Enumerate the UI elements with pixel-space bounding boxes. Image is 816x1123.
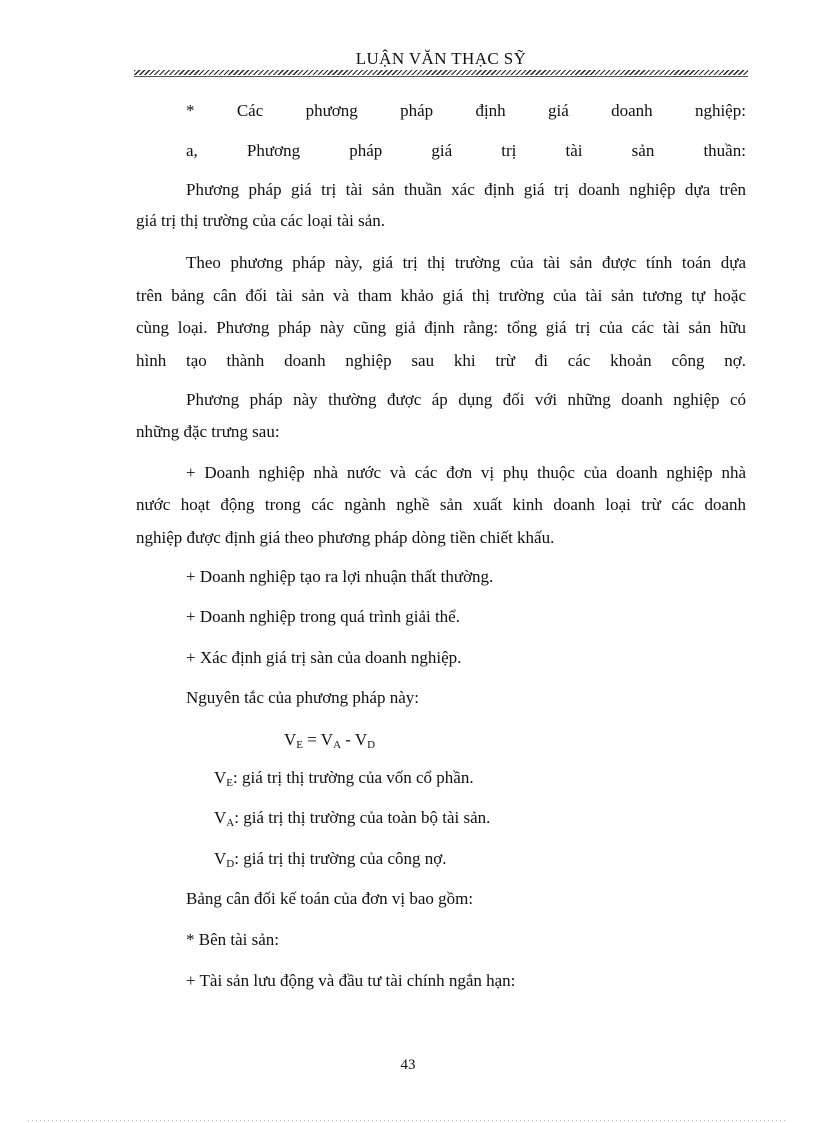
page-number: 43 bbox=[400, 1057, 416, 1073]
def-symbol: V bbox=[214, 768, 227, 787]
footer-dotted-line bbox=[28, 1120, 788, 1121]
heading-word: doanh bbox=[611, 101, 653, 120]
heading-word: giá bbox=[431, 141, 453, 160]
formula-minus: - bbox=[341, 730, 355, 749]
def-sub: D bbox=[226, 858, 235, 870]
heading-word: Các bbox=[236, 101, 264, 120]
def-sub: E bbox=[226, 777, 234, 789]
paragraph-line: Phương pháp giá trị tài sản thuần xác định giá trị doanh nghiệp dựa trên bbox=[186, 180, 746, 199]
paragraph-line: trên bảng cân đối tài sản và tham khảo giá thị trường của tài sản tương tự hoặc bbox=[136, 286, 746, 305]
heading-star: * bbox=[186, 101, 195, 120]
paragraph-line: giá trị thị trường của các loại tài sản. bbox=[136, 211, 386, 230]
def-text: : giá trị thị trường của công nợ. bbox=[234, 849, 447, 868]
heading-word: giá bbox=[548, 101, 569, 120]
bullet-line: + Doanh nghiệp nhà nước và các đơn vị phụ thuộc của doanh nghiệp nhà bbox=[186, 463, 746, 482]
heading-word: pháp bbox=[349, 141, 383, 160]
heading-word: sản bbox=[631, 141, 655, 160]
definition-ve bbox=[214, 767, 474, 794]
paragraph-line: những đặc trưng sau: bbox=[136, 422, 280, 441]
bullet-line: nước hoạt động trong các ngành nghề sản xuất kinh doanh loại trừ các doanh bbox=[136, 495, 746, 514]
formula-sub-e: E bbox=[296, 739, 304, 751]
definition-va bbox=[214, 807, 490, 834]
paragraph-line: cùng loại. Phương pháp này cũng giả định rằng: tổng giá trị của các tài sản hữu bbox=[136, 318, 746, 337]
balance-sheet-line: Bảng cân đối kế toán của đơn vị bao gồm: bbox=[186, 889, 474, 908]
heading-word: Phương bbox=[246, 141, 301, 160]
formula-v: V bbox=[320, 730, 334, 749]
heading-word: a, bbox=[186, 141, 198, 160]
bullet-line: nghiệp được định giá theo phương pháp dòng tiền chiết khấu. bbox=[136, 528, 555, 547]
heading-word: pháp bbox=[400, 101, 434, 120]
assets-side-line: * Bên tài sản: bbox=[186, 930, 280, 949]
heading-word: phương bbox=[305, 101, 358, 120]
def-text: : giá trị thị trường của toàn bộ tài sản. bbox=[234, 808, 491, 827]
def-symbol: V bbox=[214, 808, 227, 827]
heading-net-asset-method bbox=[186, 140, 746, 162]
def-symbol: V bbox=[214, 849, 227, 868]
header-hatched-rule bbox=[134, 70, 748, 75]
heading-word: nghiệp: bbox=[694, 101, 746, 120]
formula-v: V bbox=[354, 730, 368, 749]
def-text: : giá trị thị trường của vốn cổ phần. bbox=[233, 768, 474, 787]
heading-word: thuần: bbox=[703, 141, 746, 160]
definition-vd bbox=[214, 848, 447, 875]
heading-word: tài bbox=[565, 141, 583, 160]
formula bbox=[284, 729, 375, 756]
paragraph-line: Theo phương pháp này, giá trị thị trường của tài sản được tính toán dựa bbox=[186, 253, 746, 272]
current-assets-line: + Tài sản lưu động và đầu tư tài chính ngắn hạn: bbox=[186, 971, 516, 990]
def-sub: A bbox=[226, 817, 235, 829]
heading-word: định bbox=[475, 101, 506, 120]
principle-label: Nguyên tắc của phương pháp này: bbox=[186, 688, 419, 707]
bullet-line: + Doanh nghiệp trong quá trình giải thể. bbox=[186, 607, 460, 626]
page-header-title: LUẬN VĂN THẠC SỸ bbox=[355, 49, 527, 68]
formula-sub-a: A bbox=[333, 739, 342, 751]
formula-equals: = bbox=[303, 730, 321, 749]
formula-v: V bbox=[284, 730, 297, 749]
bullet-line: + Xác định giá trị sàn của doanh nghiệp. bbox=[186, 648, 462, 667]
paragraph-line: Phương pháp này thường được áp dụng đối với những doanh nghiệp có bbox=[186, 390, 746, 409]
paragraph-line: hình tạo thành doanh nghiệp sau khi trừ đi các khoản công nợ. bbox=[136, 351, 746, 370]
formula-sub-d: D bbox=[367, 739, 376, 751]
header-underline bbox=[134, 76, 748, 77]
heading-word: trị bbox=[501, 141, 517, 160]
bullet-line: + Doanh nghiệp tạo ra lợi nhuận thất thường. bbox=[186, 567, 494, 586]
heading-valuation-methods bbox=[186, 100, 746, 122]
